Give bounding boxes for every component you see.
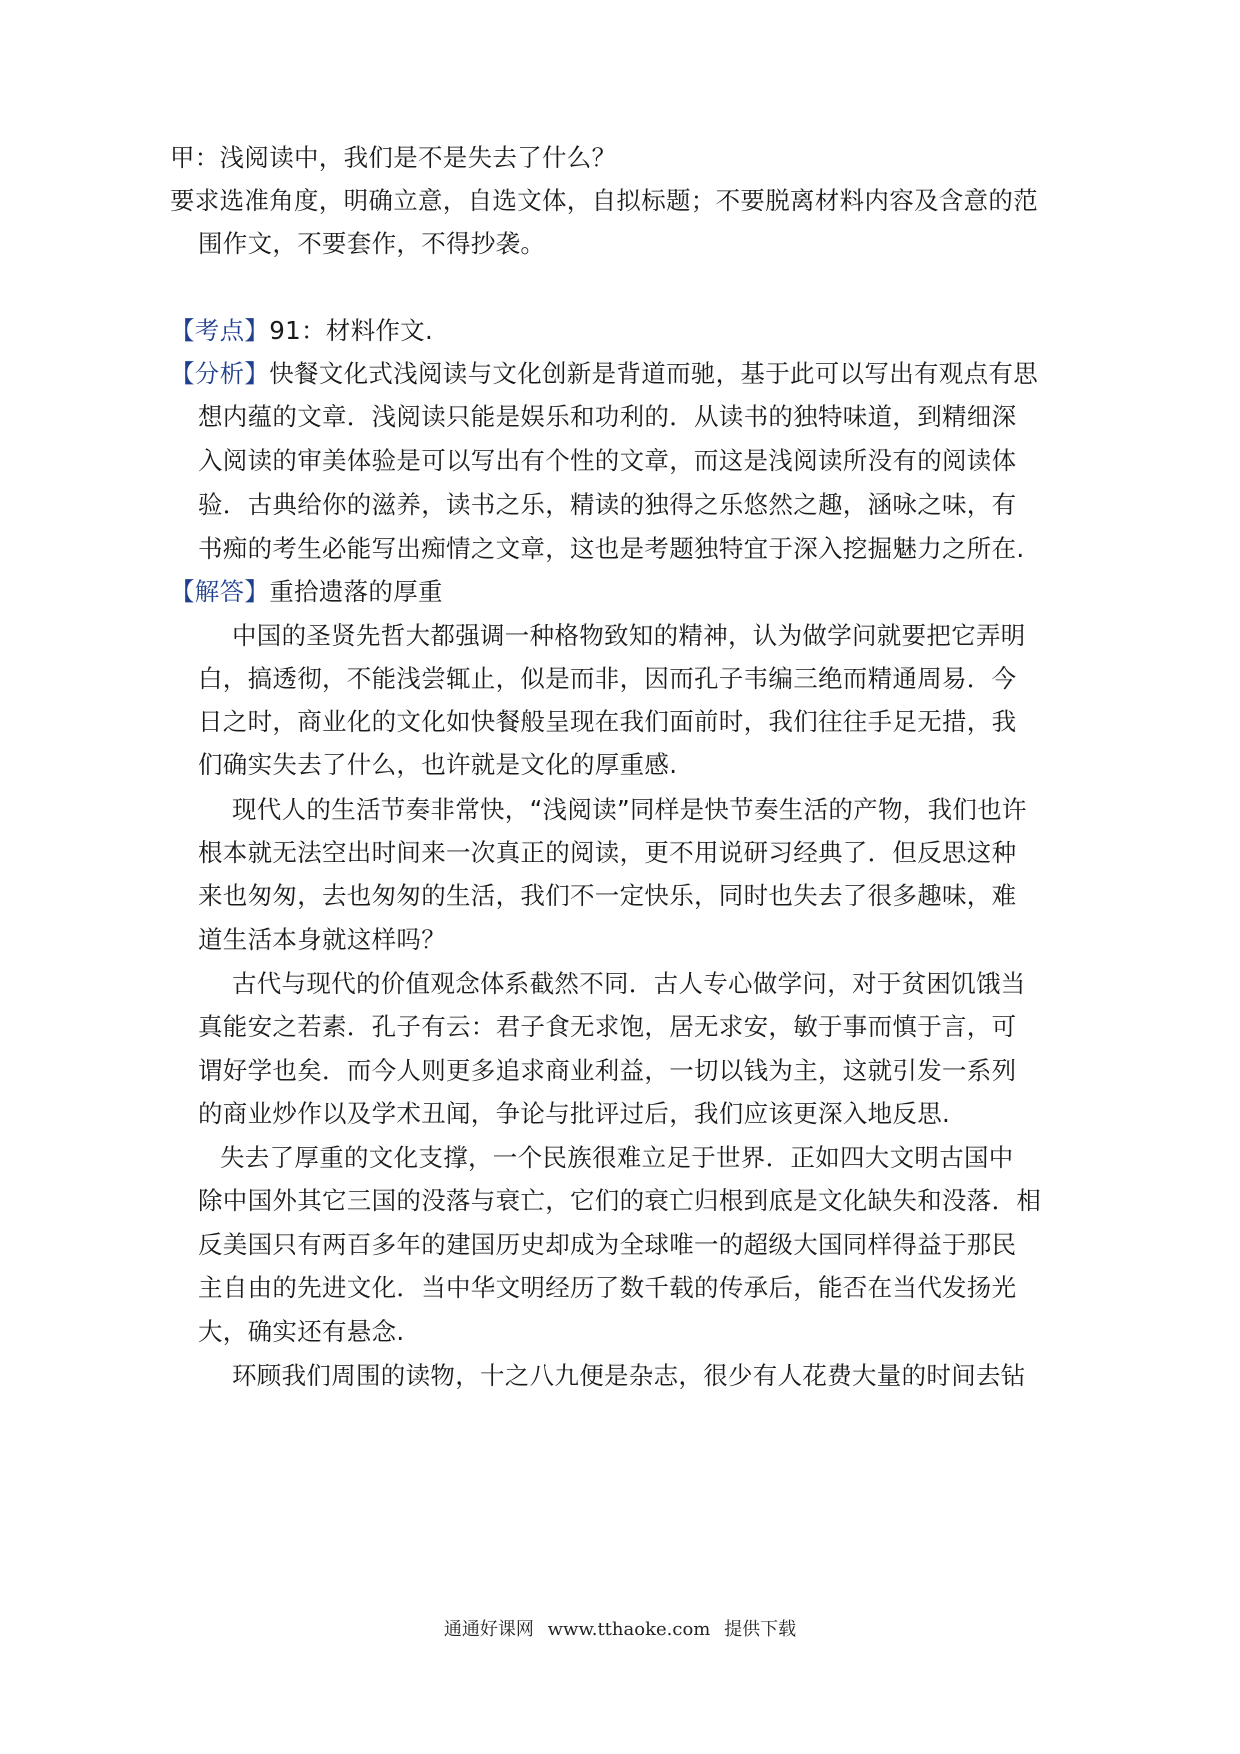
kaodian-text: 91：材料作文. bbox=[269, 316, 434, 345]
fenxi-line: 入阅读的审美体验是可以写出有个性的文章，而这是浅阅读所没有的阅读体 bbox=[198, 446, 1017, 475]
essay-line: 真能安之若素．孔子有云：君子食无求饱，居无求安，敏于事而慎于言，可 bbox=[198, 1012, 1017, 1041]
essay-line: 日之时，商业化的文化如快餐般呈现在我们面前时，我们往往手足无措，我 bbox=[198, 707, 1017, 736]
essay-line: 环顾我们周围的读物，十之八九便是杂志，很少有人花费大量的时间去钻 bbox=[232, 1361, 1026, 1390]
essay-line: 中国的圣贤先哲大都强调一种格物致知的精神，认为做学问就要把它弄明 bbox=[232, 621, 1026, 650]
essay-line: 反美国只有两百多年的建国历史却成为全球唯一的超级大国同样得益于那民 bbox=[198, 1230, 1017, 1259]
essay-line: 大，确实还有悬念. bbox=[198, 1317, 405, 1346]
fenxi-line: 快餐文化式浅阅读与文化创新是背道而驰，基于此可以写出有观点有思 bbox=[269, 359, 1038, 388]
essay-line: 来也匆匆，去也匆匆的生活，我们不一定快乐，同时也失去了很多趣味，难 bbox=[198, 881, 1017, 910]
fenxi-line: 想内蕴的文章．浅阅读只能是娱乐和功利的．从读书的独特味道，到精细深 bbox=[198, 402, 1017, 431]
essay-line: 们确实失去了什么，也许就是文化的厚重感. bbox=[198, 750, 678, 779]
jieda-tag: 【解答】 bbox=[170, 577, 270, 606]
requirement-line-1: 要求选准角度，明确立意，自选文体，自拟标题；不要脱离材料内容及含意的范 bbox=[170, 186, 1038, 215]
essay-title: 重拾遗落的厚重 bbox=[269, 577, 443, 606]
essay-line: 失去了厚重的文化支撑，一个民族很难立足于世界．正如四大文明古国中 bbox=[220, 1143, 1014, 1172]
page-footer bbox=[0, 1615, 1240, 1641]
footer-url[interactable]: www.tthaoke.com bbox=[547, 1619, 711, 1640]
fenxi-tag: 【分析】 bbox=[170, 359, 270, 388]
question-line: 甲：浅阅读中，我们是不是失去了什么？ bbox=[170, 143, 617, 172]
jieda-section bbox=[170, 576, 443, 608]
footer-site: 通通好课网 bbox=[443, 1619, 534, 1640]
essay-line: 谓好学也矣．而今人则更多追求商业利益，一切以钱为主，这就引发一系列 bbox=[198, 1056, 1017, 1085]
essay-line: 根本就无法空出时间来一次真正的阅读，更不用说研习经典了．但反思这种 bbox=[198, 838, 1017, 867]
essay-line: 古代与现代的价值观念体系截然不同．古人专心做学问，对于贫困饥饿当 bbox=[232, 969, 1026, 998]
essay-line: 的商业炒作以及学术丑闻，争论与批评过后，我们应该更深入地反思. bbox=[198, 1099, 951, 1128]
essay-line: 道生活本身就这样吗？ bbox=[198, 925, 446, 954]
essay-line: 现代人的生活节奏非常快，“浅阅读”同样是快节奏生活的产物，我们也许 bbox=[232, 795, 1027, 824]
fenxi-section bbox=[170, 358, 1038, 390]
essay-line: 主自由的先进文化．当中华文明经历了数千载的传承后，能否在当代发扬光 bbox=[198, 1273, 1017, 1302]
footer-note: 提供下载 bbox=[724, 1619, 797, 1640]
fenxi-line: 书痴的考生必能写出痴情之文章，这也是考题独特宜于深入挖掘魅力之所在. bbox=[198, 534, 1025, 563]
kaodian-section bbox=[170, 315, 433, 347]
essay-line: 白，搞透彻，不能浅尝辄止，似是而非，因而孔子韦编三绝而精通周易．今 bbox=[198, 664, 1017, 693]
requirement-line-2: 围作文，不要套作，不得抄袭。 bbox=[198, 229, 546, 258]
kaodian-tag: 【考点】 bbox=[170, 316, 270, 345]
fenxi-line: 验．古典给你的滋养，读书之乐，精读的独得之乐悠然之趣，涵咏之味，有 bbox=[198, 490, 1017, 519]
essay-line: 除中国外其它三国的没落与衰亡，它们的衰亡归根到底是文化缺失和没落．相 bbox=[198, 1186, 1042, 1215]
